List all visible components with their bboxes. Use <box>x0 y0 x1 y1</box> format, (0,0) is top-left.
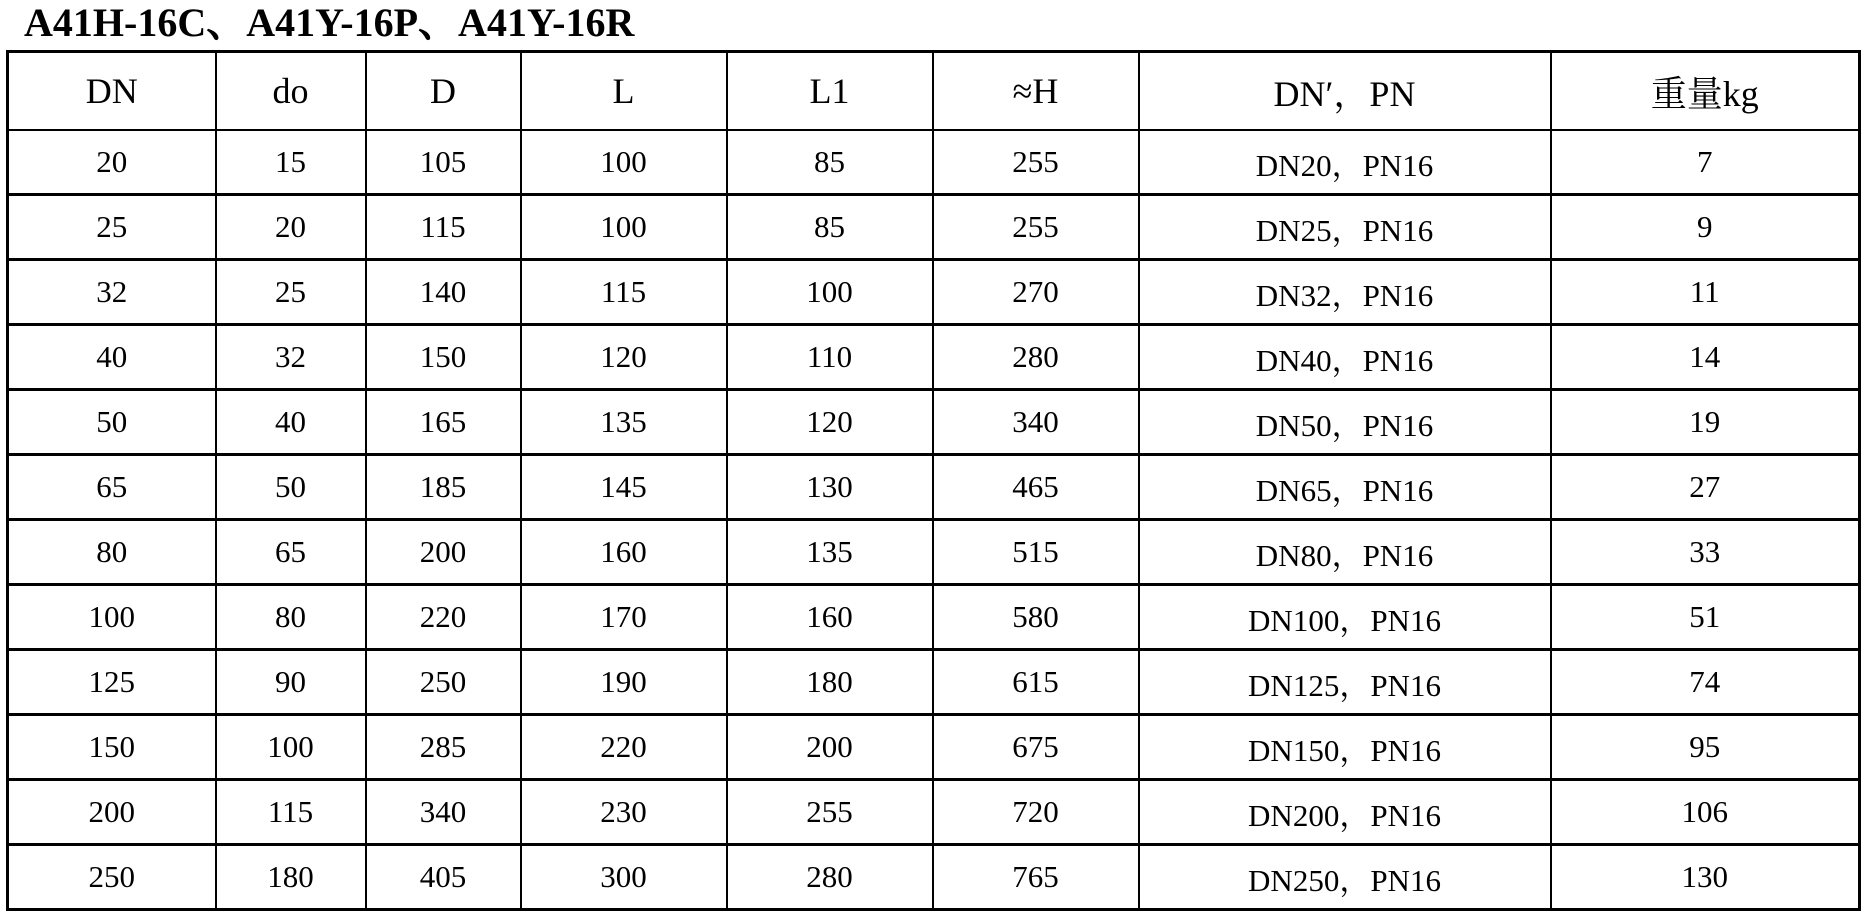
table-row <box>8 780 1860 845</box>
table-cell-d: 115 <box>366 195 521 260</box>
table-cell-do: 100 <box>216 715 366 780</box>
table-cell-l: 190 <box>521 650 727 715</box>
table-cell-l: 100 <box>521 130 727 195</box>
table-cell-do: 90 <box>216 650 366 715</box>
table-cell-weight: 51 <box>1551 585 1860 650</box>
table-cell-dn-pn: DN32，PN16 <box>1139 260 1551 325</box>
table-cell-dn: 25 <box>8 195 216 260</box>
table-cell-dn: 80 <box>8 520 216 585</box>
table-row <box>8 195 1860 260</box>
table-cell-dn-pn: DN40，PN16 <box>1139 325 1551 390</box>
table-cell-dn-pn: DN20，PN16 <box>1139 130 1551 195</box>
valve-spec-table <box>6 50 1861 911</box>
table-cell-do: 50 <box>216 455 366 520</box>
table-row <box>8 715 1860 780</box>
table-cell-dn-pn: DN50，PN16 <box>1139 390 1551 455</box>
table-cell-dn: 200 <box>8 780 216 845</box>
table-cell-d: 340 <box>366 780 521 845</box>
table-cell-do: 40 <box>216 390 366 455</box>
table-cell-l: 160 <box>521 520 727 585</box>
table-cell-dn-pn: DN25，PN16 <box>1139 195 1551 260</box>
table-cell-d: 405 <box>366 845 521 910</box>
table-cell-dn: 65 <box>8 455 216 520</box>
table-cell-do: 65 <box>216 520 366 585</box>
table-cell-dn: 40 <box>8 325 216 390</box>
table-cell-h: 580 <box>933 585 1139 650</box>
table-cell-l: 115 <box>521 260 727 325</box>
table-cell-l: 230 <box>521 780 727 845</box>
table-cell-h: 615 <box>933 650 1139 715</box>
table-cell-l: 220 <box>521 715 727 780</box>
table-cell-do: 25 <box>216 260 366 325</box>
table-cell-d: 165 <box>366 390 521 455</box>
column-header-dn: DN <box>8 52 216 131</box>
table-cell-dn: 50 <box>8 390 216 455</box>
column-header-do: do <box>216 52 366 131</box>
table-cell-l1: 160 <box>727 585 933 650</box>
table-cell-dn: 32 <box>8 260 216 325</box>
table-cell-dn-pn: DN150，PN16 <box>1139 715 1551 780</box>
column-header-h: ≈H <box>933 52 1139 131</box>
table-cell-do: 15 <box>216 130 366 195</box>
table-body <box>8 130 1860 910</box>
table-cell-dn-pn: DN80，PN16 <box>1139 520 1551 585</box>
table-cell-weight: 74 <box>1551 650 1860 715</box>
table-cell-weight: 7 <box>1551 130 1860 195</box>
table-cell-h: 720 <box>933 780 1139 845</box>
table-cell-l1: 130 <box>727 455 933 520</box>
table-cell-weight: 33 <box>1551 520 1860 585</box>
table-row <box>8 845 1860 910</box>
table-cell-dn-pn: DN100，PN16 <box>1139 585 1551 650</box>
table-cell-h: 465 <box>933 455 1139 520</box>
table-cell-dn: 250 <box>8 845 216 910</box>
table-cell-d: 140 <box>366 260 521 325</box>
table-cell-h: 515 <box>933 520 1139 585</box>
table-cell-l1: 200 <box>727 715 933 780</box>
table-row <box>8 325 1860 390</box>
table-cell-l: 170 <box>521 585 727 650</box>
table-cell-l: 300 <box>521 845 727 910</box>
table-cell-dn-pn: DN200，PN16 <box>1139 780 1551 845</box>
table-cell-h: 340 <box>933 390 1139 455</box>
table-row <box>8 650 1860 715</box>
table-cell-weight: 9 <box>1551 195 1860 260</box>
table-cell-l1: 85 <box>727 195 933 260</box>
table-cell-l1: 180 <box>727 650 933 715</box>
table-cell-d: 200 <box>366 520 521 585</box>
table-cell-l1: 135 <box>727 520 933 585</box>
table-cell-h: 270 <box>933 260 1139 325</box>
table-cell-d: 285 <box>366 715 521 780</box>
table-row <box>8 585 1860 650</box>
table-cell-weight: 27 <box>1551 455 1860 520</box>
table-cell-do: 180 <box>216 845 366 910</box>
table-cell-dn-pn: DN250，PN16 <box>1139 845 1551 910</box>
table-cell-l: 100 <box>521 195 727 260</box>
table-row <box>8 520 1860 585</box>
table-cell-h: 765 <box>933 845 1139 910</box>
table-cell-l: 145 <box>521 455 727 520</box>
table-row <box>8 130 1860 195</box>
table-cell-do: 20 <box>216 195 366 260</box>
table-cell-weight: 14 <box>1551 325 1860 390</box>
table-cell-weight: 19 <box>1551 390 1860 455</box>
table-row <box>8 455 1860 520</box>
table-cell-l1: 120 <box>727 390 933 455</box>
column-header-dn-pn: DN′，PN <box>1139 52 1551 131</box>
table-cell-l1: 100 <box>727 260 933 325</box>
table-cell-d: 150 <box>366 325 521 390</box>
table-cell-d: 105 <box>366 130 521 195</box>
column-header-d: D <box>366 52 521 131</box>
table-cell-l: 135 <box>521 390 727 455</box>
table-cell-weight: 11 <box>1551 260 1860 325</box>
table-cell-d: 250 <box>366 650 521 715</box>
table-header-row <box>8 52 1860 131</box>
table-cell-l1: 280 <box>727 845 933 910</box>
table-cell-dn: 20 <box>8 130 216 195</box>
table-cell-weight: 106 <box>1551 780 1860 845</box>
table-cell-do: 32 <box>216 325 366 390</box>
table-cell-dn: 125 <box>8 650 216 715</box>
page-title: A41H-16C、A41Y-16P、A41Y-16R <box>24 0 635 45</box>
column-header-l: L <box>521 52 727 131</box>
table-cell-dn-pn: DN65，PN16 <box>1139 455 1551 520</box>
table-cell-dn-pn: DN125，PN16 <box>1139 650 1551 715</box>
column-header-l1: L1 <box>727 52 933 131</box>
table-cell-h: 675 <box>933 715 1139 780</box>
table-cell-weight: 95 <box>1551 715 1860 780</box>
table-cell-h: 255 <box>933 130 1139 195</box>
column-header-weight: 重量kg <box>1551 52 1860 131</box>
table-cell-dn: 100 <box>8 585 216 650</box>
table-cell-h: 255 <box>933 195 1139 260</box>
table-cell-l1: 110 <box>727 325 933 390</box>
table-cell-d: 220 <box>366 585 521 650</box>
table-cell-l1: 255 <box>727 780 933 845</box>
table-cell-d: 185 <box>366 455 521 520</box>
table-cell-h: 280 <box>933 325 1139 390</box>
table-cell-l1: 85 <box>727 130 933 195</box>
table-cell-l: 120 <box>521 325 727 390</box>
table-cell-do: 80 <box>216 585 366 650</box>
table-row <box>8 260 1860 325</box>
table-cell-dn: 150 <box>8 715 216 780</box>
table-row <box>8 390 1860 455</box>
table-cell-do: 115 <box>216 780 366 845</box>
table-cell-weight: 130 <box>1551 845 1860 910</box>
